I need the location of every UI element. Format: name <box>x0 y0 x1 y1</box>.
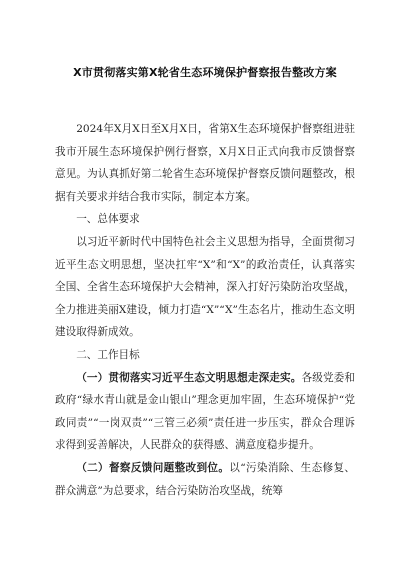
section-heading-general-requirements: 一、总体要求 <box>76 213 140 226</box>
document-body <box>55 118 355 502</box>
work-goal-item-2 <box>55 457 355 502</box>
section-heading-work-goals: 二、工作目标 <box>76 348 140 361</box>
work-goal-item-2-body: 以“污染消除、生态修复、群众满意”为总要求，结合污染防治攻坚战，统筹 <box>55 461 356 497</box>
document-title: X市贯彻落实第X轮省生态环境保护督察报告整改方案 <box>73 66 337 79</box>
work-goal-item-2-lead: （二）督察反馈问题整改到位。 <box>76 461 230 474</box>
intro-paragraph: 2024年X月X日至X月X日，省第X生态环境保护督察组进驻我市开展生态环境保护例行督察，X月X日正式向我市反馈督察意见。为认真抓好第二轮省生态环境保护督察反馈问题整改，根据有关要求并结合我市实际，制定本方案。 <box>55 123 355 203</box>
general-requirements-paragraph: 以习近平新时代中国特色社会主义思想为指导，全面贯彻习近平生态文明思想，坚决扛牢“X”和“X”的政治责任，认真落实全国、全省生态环境保护大会精神，深入打好污染防治攻坚战，全力推进美丽X建设，倾力打造“X”“X”生态名片，推动生态文明建设取得新成效。 <box>55 235 355 339</box>
work-goal-item-1-lead: （一）贯彻落实习近平生态文明思想走深走实。 <box>76 371 302 384</box>
work-goal-item-1 <box>55 367 355 457</box>
work-goal-item-1-body: 各级党委和政府“绿水青山就是金山银山”理念更加牢固，生态环境保护“党政同责”“一岗双责”“三管三必须”责任进一步压实，群众合理诉求得到妥善解决，人民群众的获得感、满意度稳步提升。 <box>55 371 356 452</box>
